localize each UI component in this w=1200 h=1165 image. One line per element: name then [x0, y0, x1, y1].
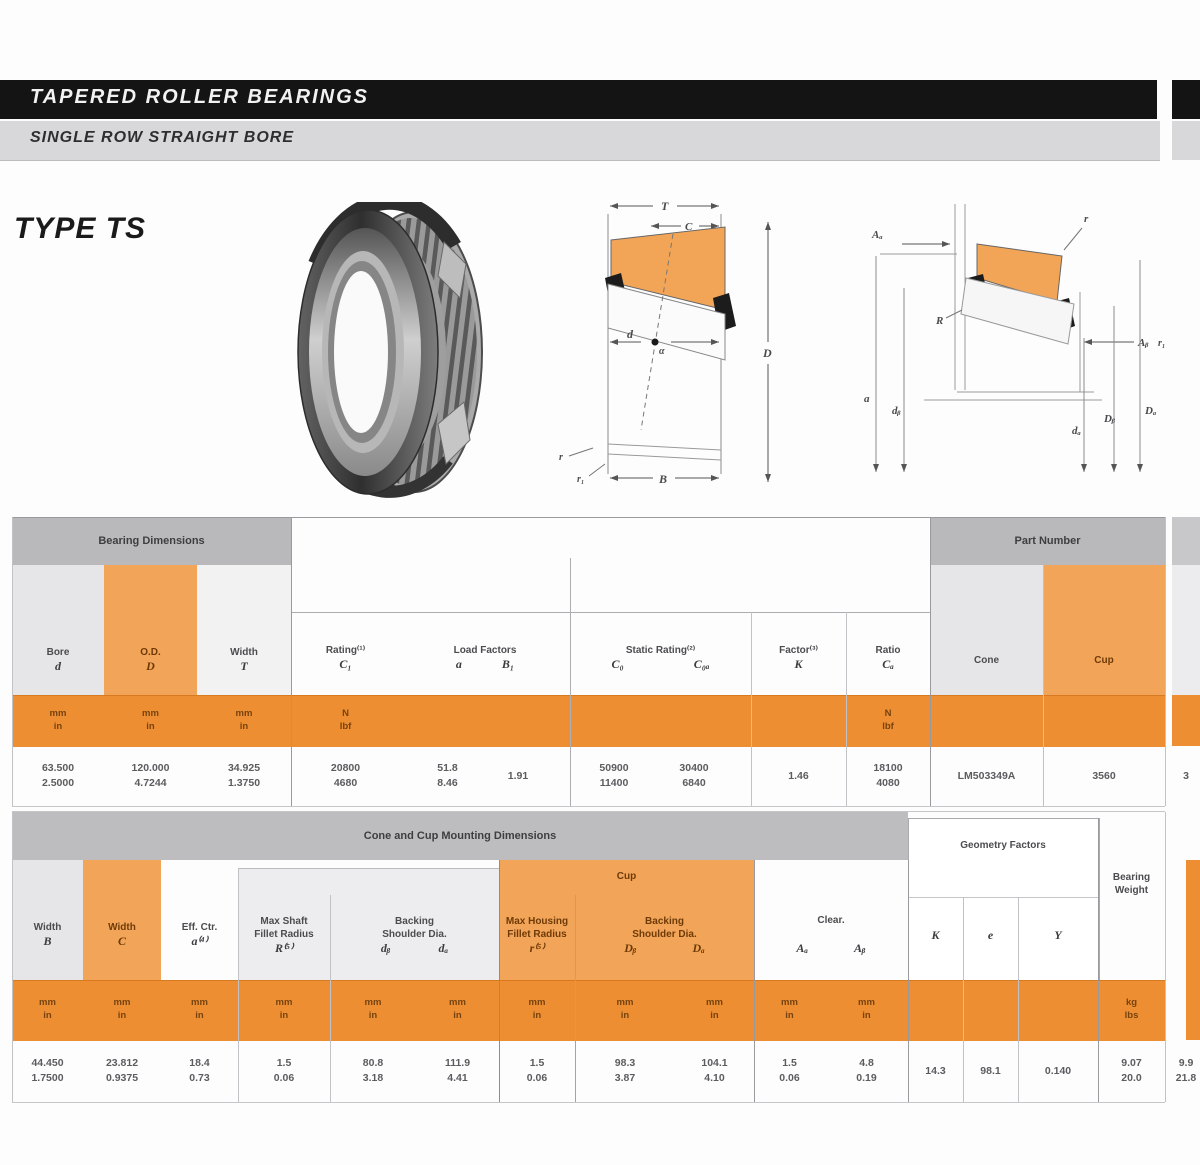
t2-row-a [161, 1043, 238, 1099]
t1-unit-D-in: in [146, 720, 155, 732]
t1-row-static-b-bot: 6840 [682, 777, 706, 789]
t1-row-static-a-bot: 11400 [599, 777, 629, 789]
t2-row-Da-in: 4.10 [704, 1072, 725, 1084]
t2-cup-group-label: Cup [616, 870, 637, 882]
t2-row-Aa-mm: 1.5 [782, 1057, 797, 1070]
t2-group-mounting [12, 812, 908, 860]
t2-geometry-header [908, 830, 1098, 860]
t2-row-Ab-in: 0.19 [856, 1072, 877, 1084]
t2-col-R-symbol: R⁽⁵⁾ [274, 940, 294, 955]
t1-row-d-mm: 63.500 [41, 762, 75, 775]
t1-row-rating [291, 750, 400, 802]
t2-v-908 [908, 860, 909, 1102]
t2-v-238 [238, 868, 239, 1102]
t2-unit-Db-in: in [620, 1010, 630, 1021]
t2-unit-B [12, 984, 83, 1036]
t2-unit-Aa [754, 984, 825, 1036]
t2-unit-Da-mm: mm [706, 997, 723, 1009]
t2-weight-label-2: Weight [1114, 885, 1149, 896]
t2-backing-cup-label2: Shoulder Dia. [632, 928, 697, 940]
t1-col-ratio-symbol: Cₐ [882, 657, 894, 672]
t2-row-C-mm: 23.812 [105, 1057, 139, 1070]
t1-col-load-factors-symbol-a: a [455, 657, 462, 672]
t1-col-D-header [104, 630, 197, 690]
dim-label-r: r [559, 452, 563, 463]
t2-v-right [1165, 812, 1166, 1102]
t2-unit-r-mm: mm [528, 997, 546, 1009]
t1-unit-d [12, 698, 104, 743]
header-black-bar-edge [1172, 80, 1200, 119]
edge-t2-orange-sliver [1186, 860, 1200, 1040]
t1-row-load-factor-a [405, 750, 490, 802]
t2-row-B [12, 1043, 83, 1099]
dim-label-db: dᵦ [892, 405, 901, 417]
t2-v-left [12, 812, 13, 1102]
t1-row-T-in: 1.3750 [227, 777, 261, 789]
edge-t1-orange-sliver [1172, 695, 1200, 746]
t2-geom-sym-a: K [931, 927, 940, 942]
t2-geometry-divider [908, 897, 1098, 898]
t2-unit-C-in: in [117, 1010, 127, 1021]
t2-v-499 [499, 860, 500, 1102]
t1-unit-ratio-N: N [884, 707, 892, 719]
t2-row-weight-kg: 9.07 [1121, 1057, 1142, 1070]
dim-label-r2: r [1084, 213, 1089, 225]
t2-col-R-label1: Max Shaft [260, 915, 308, 927]
t1-v-570 [570, 558, 571, 806]
t1-row-d [12, 750, 104, 802]
t2-row-r-mm: 1.5 [529, 1057, 545, 1070]
t2-row-da [416, 1043, 499, 1099]
t2-unit-Ab-in: in [862, 1010, 871, 1021]
t2-row-geom-a-v: 14.3 [925, 1064, 946, 1077]
t2-unit-Db-mm: mm [616, 997, 634, 1009]
t2-row-db [330, 1043, 416, 1099]
t2-row-Db-mm: 98.3 [614, 1057, 636, 1070]
t1-col-T-label: Width [230, 647, 258, 659]
t2-row-Ab [825, 1043, 908, 1099]
t1-row-D-in: 4.7244 [134, 777, 167, 789]
t2-unit-a-in: in [195, 1010, 204, 1021]
t1-row-rating-lbf: 4680 [333, 777, 358, 789]
dim-label-a: a [864, 393, 870, 405]
t2-row-B-in: 1.7500 [31, 1072, 64, 1084]
t2-col-C-label: Width [108, 922, 136, 934]
dim-label-d: d [627, 327, 633, 341]
t2-row-B-mm: 44.450 [31, 1057, 64, 1070]
t2-row-R [238, 1043, 330, 1099]
t1-unit-d-mm: mm [49, 707, 67, 719]
t2-col-a-symbol: a⁽⁴⁾ [191, 934, 208, 949]
t1-row-D [104, 750, 197, 802]
page-header-title: TAPERED ROLLER BEARINGS [30, 86, 369, 108]
t1-col-ratio-header [846, 625, 930, 691]
t2-col-r-label1: Max Housing [505, 915, 569, 927]
t1-row-cup [1043, 750, 1165, 802]
t1-col-load-factors-header [400, 625, 570, 691]
edge-t1-gray-sliver [1172, 517, 1200, 565]
t2-col-r-symbol: r⁽⁵⁾ [529, 940, 545, 955]
t2-row-da-in: 4.41 [447, 1072, 468, 1084]
edge-t1-row-value-v: 3 [1183, 769, 1189, 782]
t1-col-factor-header [751, 625, 846, 691]
t2-row-weight-lbs: 20.0 [1121, 1072, 1142, 1084]
t1-row-cone-v: LM503349A [957, 769, 1016, 782]
page-subheader-title: SINGLE ROW STRAIGHT BORE [30, 129, 294, 146]
t2-row-da-mm: 111.9 [444, 1057, 471, 1070]
t1-unit-D [104, 698, 197, 743]
t1-top-rule [12, 517, 1165, 518]
t2-row-C [83, 1043, 161, 1099]
t2-row-geom-b [963, 1043, 1018, 1099]
t2-unit-db-mm: mm [364, 997, 382, 1009]
edge-t1-row-value [1172, 750, 1200, 802]
dim-label-Da: Dₐ [1145, 405, 1157, 417]
dim-label-Aa: Aₐ [872, 229, 883, 241]
t2-row-R-mm: 1.5 [276, 1057, 292, 1070]
t1-v-right [1165, 517, 1166, 806]
bearing-photo-graphic [288, 202, 488, 500]
t2-row-db-in: 3.18 [362, 1072, 384, 1084]
t1-col-load-factors-label: Load Factors [453, 645, 517, 657]
t2-backing-cone-label2: Shoulder Dia. [382, 928, 447, 940]
dim-label-r1: r₁ [577, 474, 585, 485]
t1-row-T-mm: 34.925 [227, 762, 261, 775]
t2-clearance-symbol-a: Aₐ [796, 941, 809, 956]
t2-row-Da [675, 1043, 754, 1099]
t1-row-cone [930, 750, 1043, 802]
t1-col-d-header [12, 630, 104, 690]
mounting-diagram [862, 192, 1197, 502]
t1-row-lf-b: 1.91 [507, 769, 529, 782]
t1-unit-T-mm: mm [235, 707, 253, 719]
t1-unit-d-in: in [53, 720, 63, 732]
t2-row-weight [1098, 1043, 1165, 1099]
t1-row-d-in: 2.5000 [41, 777, 75, 789]
t1-row-static-b [654, 750, 734, 802]
t1-row-factor [751, 750, 846, 802]
edge-t2-row-kg: 9.9 [1178, 1057, 1194, 1070]
t2-unit-db-in: in [368, 1010, 378, 1021]
t2-v-1098 [1098, 818, 1099, 1102]
t1-group-part-number [930, 517, 1165, 565]
t1-unit-T [197, 698, 291, 743]
t2-unit-Da [675, 984, 754, 1036]
t1-col-T-symbol: T [240, 659, 248, 674]
t2-row-R-in: 0.06 [273, 1072, 295, 1084]
t2-row-geom-a [908, 1043, 963, 1099]
t1-col-rating-header [291, 625, 400, 691]
t1-col-rating-symbol: C₁ [339, 657, 352, 672]
t1-v-751 [751, 612, 752, 806]
t2-col-R-label2: Fillet Radius [254, 928, 314, 940]
t2-row-r [499, 1043, 575, 1099]
t2-unit-B-in: in [43, 1010, 52, 1021]
t2-unit-Da-in: in [710, 1010, 719, 1021]
section-diagram-graphic [553, 192, 883, 502]
edge-t2-row-lbs: 21.8 [1175, 1072, 1197, 1084]
t2-unit-Ab [825, 984, 908, 1036]
dim-label-Db: Dᵦ [1104, 413, 1116, 425]
t1-col-static-header [570, 625, 751, 691]
t2-unit-Db [575, 984, 675, 1036]
t1-col-cup-label: Cup [1094, 654, 1114, 666]
t1-unit-rating-N: N [342, 707, 349, 719]
t2-backing-cone-symbol-a: dᵦ [380, 940, 391, 955]
t2-v-1018 [1018, 897, 1019, 1102]
t2-v-330 [330, 895, 331, 1102]
t2-top-rule [12, 811, 1165, 812]
t2-unit-r-in: in [532, 1010, 542, 1021]
t1-col-rating-label: Rating⁽¹⁾ [325, 645, 366, 657]
t2-unit-Ab-mm: mm [858, 997, 875, 1009]
mounting-diagram-graphic [862, 192, 1197, 502]
dim-label-r1b: r₁ [1158, 338, 1166, 349]
t2-unit-a [161, 984, 238, 1036]
t2-unit-weight-lbs: lbs [1124, 1010, 1139, 1021]
t2-unit-weight [1098, 984, 1165, 1036]
t2-clearance-group-label: Clear. [817, 915, 845, 927]
dim-label-B: B [659, 472, 668, 486]
t1-mid-rule [291, 612, 930, 613]
t2-v-575 [575, 895, 576, 1102]
t1-col-ratio-label: Ratio [875, 645, 901, 657]
t1-row-D-mm: 120.000 [131, 762, 170, 775]
t2-row-Aa-in: 0.06 [779, 1072, 800, 1084]
t2-col-B-header [12, 900, 83, 970]
t2-col-backing-cup-header [575, 895, 754, 975]
t2-unit-da [416, 984, 499, 1036]
t2-backing-cone-symbol-b: dₐ [438, 940, 449, 955]
t2-bottom-rule [12, 1102, 1165, 1103]
t1-row-ratio [846, 750, 930, 802]
t2-unit-R [238, 984, 330, 1036]
bearing-photo [288, 202, 488, 500]
t2-row-r-in: 0.06 [526, 1072, 548, 1084]
t2-row-C-in: 0.9375 [105, 1072, 139, 1084]
t2-row-a-mm: 18.4 [189, 1057, 210, 1070]
t2-group-mounting-label: Cone and Cup Mounting Dimensions [363, 830, 557, 842]
angle-label-alpha: α [659, 346, 665, 357]
section-diagram [553, 192, 883, 502]
t1-group-bearing-dimensions [12, 517, 291, 565]
t1-row-T [197, 750, 291, 802]
t1-col-d-label: Bore [46, 647, 70, 659]
t2-backing-cone-label1: Backing [395, 915, 434, 927]
t2-unit-da-in: in [453, 1010, 462, 1021]
t2-unit-da-mm: mm [449, 997, 466, 1009]
t2-row-Aa [754, 1043, 825, 1099]
t2-col-backing-cone-header [330, 895, 499, 975]
t1-col-d-symbol: d [55, 659, 61, 674]
t1-unit-ratio [846, 698, 930, 743]
t2-row-geom-b-v: 98.1 [980, 1064, 1001, 1077]
dim-label-T: T [661, 199, 669, 213]
t2-row-geom-c [1018, 1043, 1098, 1099]
dim-label-C: C [685, 221, 693, 233]
t2-row-a-in: 0.73 [189, 1072, 210, 1084]
t2-v-754 [754, 860, 755, 1102]
t1-col-static-label: Static Rating⁽²⁾ [625, 645, 696, 657]
t1-unit-rating-lbf: lbf [339, 720, 352, 732]
edge-t2-row-value [1172, 1043, 1200, 1099]
t2-unit-B-mm: mm [39, 997, 56, 1009]
t2-col-r-label2: Fillet Radius [507, 928, 567, 940]
t1-col-factor-symbol: K [794, 657, 803, 672]
t1-group-part-number-label: Part Number [1014, 535, 1081, 547]
t2-unit-C-mm: mm [113, 997, 131, 1009]
t2-weight-label-1: Bearing [1112, 872, 1151, 883]
t2-v-963 [963, 897, 964, 1102]
t1-col-cone-header [930, 640, 1043, 680]
t2-unit-weight-kg: kg [1125, 997, 1138, 1009]
t2-col-R-header [238, 895, 330, 975]
t2-geometry-header-label: Geometry Factors [960, 839, 1046, 851]
t1-v-left [12, 517, 13, 806]
t1-v-846 [846, 612, 847, 806]
t2-geometry-symbol-a [908, 920, 963, 950]
t2-unit-R-mm: mm [275, 997, 293, 1009]
t2-row-Ab-mm: 4.8 [859, 1057, 874, 1070]
t2-clearance-symbol-b: Aᵦ [854, 941, 866, 956]
edge-t1-col-sliver [1172, 565, 1200, 695]
t1-row-rating-N: 20800 [330, 762, 361, 775]
t1-row-lf-a-top: 51.8 [437, 762, 458, 775]
t1-col-factor-label: Factor⁽³⁾ [779, 645, 818, 657]
t1-v-930 [930, 517, 931, 806]
t1-row-static-b-top: 30400 [679, 762, 709, 775]
t1-bottom-rule [12, 806, 1165, 807]
t2-unit-C [83, 984, 161, 1036]
t1-col-load-factors-symbol-b: B₁ [501, 657, 515, 672]
t1-col-static-symbol-a: C₀ [611, 657, 624, 672]
t1-row-ratio-N: 18100 [873, 762, 903, 775]
t1-group-bearing-dimensions-label: Bearing Dimensions [98, 535, 205, 547]
t2-geom-sym-c: Y [1054, 927, 1062, 942]
t2-col-C-header [83, 900, 161, 970]
header-gray-bar-edge [1172, 121, 1200, 160]
t2-row-Db [575, 1043, 675, 1099]
t2-col-r-header [499, 895, 575, 975]
t1-col-T-header [197, 630, 291, 690]
t2-backing-cup-symbol-a: Dᵦ [624, 940, 637, 955]
dim-label-R: R [936, 315, 944, 327]
t2-unit-Aa-mm: mm [781, 997, 798, 1009]
t1-v-291 [291, 517, 292, 806]
t2-cup-group-header [499, 866, 754, 886]
t1-row-ratio-lbf: 4080 [876, 777, 900, 789]
t2-row-Db-in: 3.87 [614, 1072, 636, 1084]
t1-row-static-a [574, 750, 654, 802]
dim-label-D: D [763, 346, 772, 360]
t2-weight-header [1098, 862, 1165, 906]
t1-row-cup-v: 3560 [1092, 769, 1116, 782]
t2-row-Da-mm: 104.1 [701, 1057, 728, 1070]
t1-col-D-symbol: D [146, 659, 155, 674]
t1-col-cone-label: Cone [974, 654, 999, 666]
t2-unit-R-in: in [279, 1010, 289, 1021]
t1-unit-rating [291, 698, 400, 743]
t2-row-geom-c-v: 0.140 [1044, 1064, 1072, 1077]
type-title: TYPE TS [14, 212, 147, 245]
dim-label-da: dₐ [1072, 425, 1081, 437]
t2-col-B-label: Width [33, 922, 62, 934]
t1-col-static-symbol-b: C₀ₐ [693, 657, 710, 672]
t1-unit-T-in: in [239, 720, 249, 732]
t1-col-cup-header [1043, 640, 1165, 680]
t2-unit-Aa-in: in [785, 1010, 794, 1021]
t2-col-a-label: Eff. Ctr. [181, 922, 218, 934]
t1-row-load-factor-b [488, 750, 548, 802]
t2-geometry-symbol-c [1018, 920, 1098, 950]
t2-unit-r [499, 984, 575, 1036]
t1-unit-ratio-lbf: lbf [882, 720, 894, 732]
t2-backing-cup-symbol-b: Dₐ [692, 940, 705, 955]
t2-geometry-symbol-b [963, 920, 1018, 950]
dim-label-Ab: Aᵦ [1138, 337, 1149, 349]
t2-clearance-group-header [754, 895, 908, 975]
t2-row-db-mm: 80.8 [362, 1057, 384, 1070]
t1-col-D-label: O.D. [140, 647, 161, 659]
t1-row-static-a-top: 50900 [599, 762, 629, 775]
t2-backing-cup-label1: Backing [645, 915, 684, 927]
t1-v-1043 [1043, 565, 1044, 806]
t1-row-factor-v: 1.46 [788, 769, 809, 782]
t1-unit-D-mm: mm [142, 707, 159, 719]
t2-col-C-symbol: C [117, 934, 126, 949]
t2-unit-db [330, 984, 416, 1036]
t2-col-B-symbol: B [43, 934, 52, 949]
t2-unit-a-mm: mm [191, 997, 208, 1009]
t1-row-lf-a-bot: 8.46 [437, 777, 458, 789]
t2-col-a-header [161, 900, 238, 970]
t2-geom-sym-b: e [987, 927, 994, 942]
